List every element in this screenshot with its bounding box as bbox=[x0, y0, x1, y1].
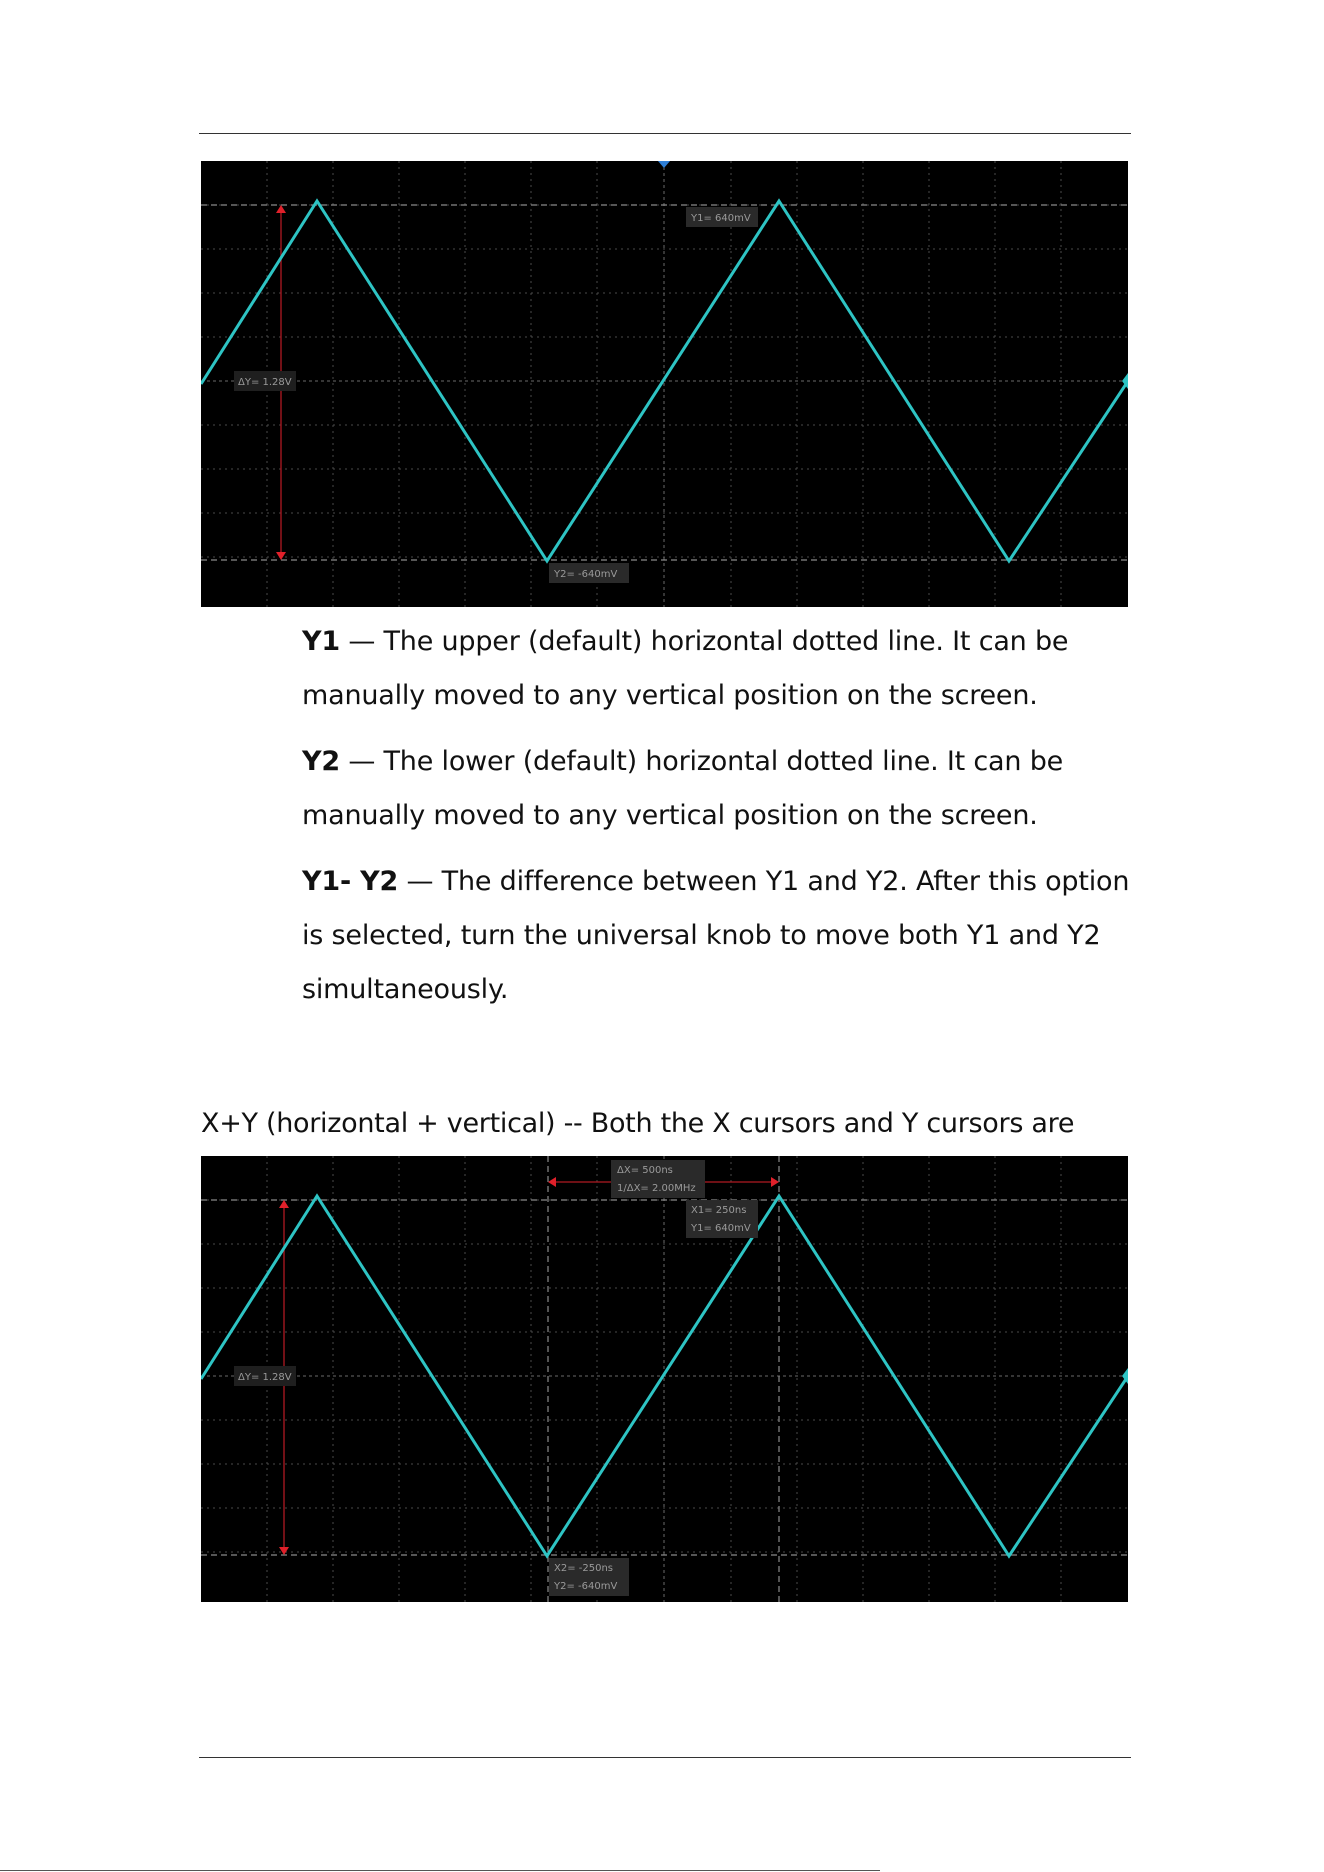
arrow-down-icon bbox=[276, 552, 286, 560]
inverse-delta-x-readout-text: 1/ΔX= 2.00MHz bbox=[617, 1183, 696, 1194]
y2-readout bbox=[549, 563, 629, 583]
y1-readout-text: Y1= 640mV bbox=[691, 213, 751, 224]
arrow-right-icon bbox=[771, 1177, 779, 1187]
delta-y-readout-text: ΔY= 1.28V bbox=[238, 377, 292, 388]
delta-x-readout-text: ΔX= 500ns bbox=[617, 1165, 673, 1176]
x2-y2-readout bbox=[549, 1558, 629, 1596]
y1-term: Y1 bbox=[302, 626, 340, 657]
arrow-up-icon bbox=[279, 1200, 289, 1208]
x2-readout-text: X2= -250ns bbox=[554, 1563, 614, 1574]
xy-mode-description: X+Y (horizontal + vertical) -- Both the X cursors and Y cursors are bbox=[201, 1108, 1075, 1139]
y2-description bbox=[302, 735, 1132, 843]
arrow-down-icon bbox=[279, 1547, 289, 1555]
y1-y2-description bbox=[302, 855, 1132, 1017]
y1-readout-text: Y1= 640mV bbox=[691, 1223, 751, 1234]
y1-description bbox=[302, 615, 1132, 723]
delta-y-readout-text: ΔY= 1.28V bbox=[238, 1372, 292, 1383]
arrow-left-icon bbox=[548, 1177, 556, 1187]
delta-y-readout bbox=[234, 371, 296, 391]
y2-readout-text: Y2= -640mV bbox=[554, 1581, 618, 1592]
oscilloscope-screenshot-y-cursors bbox=[201, 161, 1128, 607]
footer-rule bbox=[199, 1757, 1131, 1758]
page-bottom-rule bbox=[0, 1870, 880, 1871]
oscilloscope-screenshot-xy-cursors bbox=[201, 1156, 1128, 1602]
y2-term: Y2 bbox=[302, 746, 340, 777]
scope-display bbox=[201, 161, 1128, 607]
y2-desc-text: — The lower (default) horizontal dotted line. It can be manually moved to any vertical position on the screen. bbox=[302, 746, 1064, 831]
trigger-position-marker bbox=[658, 161, 670, 168]
y1-desc-text: — The upper (default) horizontal dotted line. It can be manually moved to any vertical position on the screen. bbox=[302, 626, 1069, 711]
x1-y1-readout bbox=[686, 1200, 758, 1238]
y1-y2-desc-text: — The difference between Y1 and Y2. After this option is selected, turn the universal knob to move both Y1 and Y2 simultaneously. bbox=[302, 866, 1130, 1005]
center-axes bbox=[201, 1156, 1128, 1602]
y2-readout-text: Y2= -640mV bbox=[554, 569, 618, 580]
center-axes bbox=[201, 161, 1128, 607]
delta-y-readout bbox=[234, 1366, 296, 1386]
header-rule bbox=[199, 133, 1131, 134]
scope-display-xy bbox=[201, 1156, 1128, 1602]
delta-x-readout bbox=[611, 1160, 705, 1198]
y1-readout bbox=[686, 207, 758, 227]
y1-y2-term: Y1- Y2 bbox=[302, 866, 399, 897]
arrow-up-icon bbox=[276, 205, 286, 213]
x1-readout-text: X1= 250ns bbox=[691, 1205, 747, 1216]
